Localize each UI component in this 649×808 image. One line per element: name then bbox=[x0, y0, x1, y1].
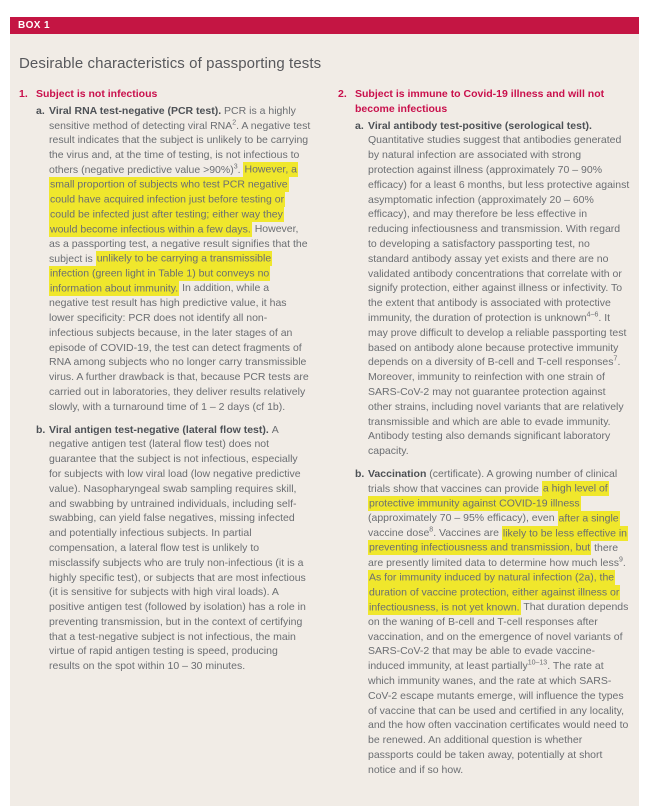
column-subject-not-infectious bbox=[19, 87, 311, 778]
item-letter-1a: a. bbox=[36, 104, 45, 117]
item-text-2b: Vaccination (certificate). A growing number of clinical trials show that vaccines can provide a high level of protective immunity against COVID-19 illness (approximately 70 – 95% efficacy), even after a single vaccine dose$^8$. Vaccines are likely to be less effective in preventing infectiousness and transmission, but there are presently limited data to determine how much less$^9$. As for immunity induced by natural infection (2a), the duration of vaccine protection, either against illness or infectiousness, is not yet known. That duration depends on the waning of B-cell and T-cell responses after vaccination, and on the emergence of novel variants of SARS-CoV-2 that may be able to evade vaccine-induced immunity, at least partially$^{10-13}$. The rate at which immunity wanes, and the rate at which SARS-CoV-2 escape mutants emerge, will influence the types of vaccine that can be used and certified in any locality, and the how often vaccination certificates would need to be renewed. An additional question is whether passports could be taken away, potentially at short notice and if so how. bbox=[368, 467, 629, 776]
box-label-bar bbox=[10, 17, 639, 34]
list-item-2b bbox=[355, 467, 630, 778]
item-text-1a: Viral RNA test-negative (PCR test). PCR is a highly sensitive method of detecting viral RNA$^2$. A negative test result indicates that the subject is unlikely to be carrying the virus and, at the time of testing, is not infectious to others (negative predictive value >90%)$^3$. However, a small proportion of subjects who test PCR negative could have acquired infection just before testing or could be infected just after testing; either way they would become infectious within a few days. However, as a passporting test, a negative result signifies that the subject is unlikely to be carrying a transmissible infection (green light in Table 1) but conveys no information about immunity. In addition, while a negative test result has high predictive value, it has lower specificity: PCR does not identify all non-infectious subjects because, in the later stages of an episode of COVID-19, the test can detect fragments of RNA among subjects who no longer carry transmissible virus. A further drawback is that, because PCR tests are carried out in laboratories, they deliver results relatively slowly, with a turnaround time of 1 – 2 days (cf 1b). bbox=[49, 104, 311, 413]
section-number-1: 1. bbox=[19, 88, 28, 100]
box-title: Desirable characteristics of passporting tests bbox=[19, 55, 322, 72]
section-heading-text-2: Subject is immune to Covid-19 illness and will not become infectious bbox=[355, 88, 605, 115]
section-number-2: 2. bbox=[338, 88, 347, 100]
list-item-2a bbox=[355, 119, 630, 459]
two-column-layout bbox=[19, 87, 630, 778]
box-1-panel bbox=[10, 17, 639, 806]
list-item-1a bbox=[36, 104, 311, 415]
box-label: BOX 1 bbox=[18, 20, 51, 31]
section-heading-1 bbox=[19, 87, 311, 102]
item-text-2a: Viral antibody test-positive (serological test). Quantitative studies suggest that antibodies generated by natural infection are associated with strong protection against illness (approximately 70 – 90% efficacy) for a least 6 months, but less protective against asymptomatic infection (approximately 20 – 60% efficacy), and may therefore be less effective in reducing infectiousness and transmission. With regard to developing a satisfactory passporting test, no standard antibody assay yet exists and there are no validated antibody concentrations that correlate with or signify protection, either against illness or infectivity. To the extent that antibody is associated with protective immunity, the duration of protection is unknown$^{4-6}$. It may prove difficult to develop a reliable passporting test based on antibody alone because protective immunity depends on a diversity of B-cell and T-cell responses$^7$. Moreover, immunity to reinfection with one strain of SARS-CoV-2 may not guarantee protection against other strains, including novel variants that are relatively transmissible and which are able to evade immunity. Antibody testing also demands significant laboratory capacity. bbox=[368, 119, 630, 458]
item-letter-2a: a. bbox=[355, 119, 364, 132]
section-heading-2 bbox=[338, 87, 630, 117]
item-text-1b: Viral antigen test-negative (lateral flow test). A negative antigen test (lateral flow test) does not guarantee that the subject is not infectious, especially for subjects with low viral load (low negative predictive value). Nasopharyngeal swab sampling requires skill, and swabbing by untrained individuals, including self-swabbing, can yield false negatives, missing infected and potentially infectious subjects. In partial compensation, a lateral flow test is unlikely to misclassify subjects who are truly non-infectious (it is a highly specific test), or subjects that are most infectious (it is sensitive for subjects with high viral loads). A positive antigen test (followed by isolation) has a role in preventing transmission, but in the context of certifying that a test-negative subject is not infectious, the main virtue of rapid antigen testing is speed, producing results on the spot within 10 – 30 minutes. bbox=[49, 423, 306, 673]
box-body bbox=[10, 55, 639, 778]
item-letter-2b: b. bbox=[355, 467, 365, 480]
column-subject-immune bbox=[338, 87, 630, 778]
item-letter-1b: b. bbox=[36, 423, 46, 436]
section-heading-text-1: Subject is not infectious bbox=[36, 88, 158, 100]
list-item-1b bbox=[36, 423, 311, 675]
